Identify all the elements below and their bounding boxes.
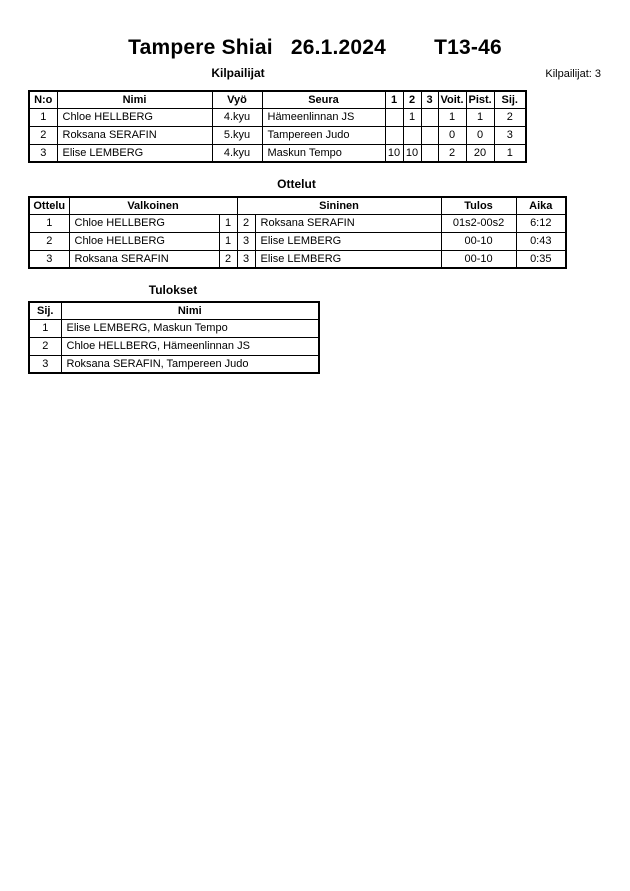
cell-no: 3 — [29, 144, 57, 162]
cell-nimi: Roksana SERAFIN — [57, 126, 212, 144]
kilpailijat-table — [28, 90, 527, 163]
cell-aika: 0:35 — [516, 250, 566, 268]
cell-round-1 — [385, 126, 403, 144]
table-row — [29, 337, 319, 355]
cell-voit: 1 — [438, 108, 466, 126]
cell-sininen-numero: 2 — [237, 214, 255, 232]
cell-round-3 — [421, 108, 438, 126]
cell-nimi: Roksana SERAFIN, Tampereen Judo — [61, 355, 319, 373]
cell-round-3 — [421, 126, 438, 144]
header-no: N:o — [29, 91, 57, 108]
competitors-count: Kilpailijat: 3 — [545, 68, 601, 80]
table-row — [29, 126, 526, 144]
title-event: Tampere Shiai — [128, 36, 273, 59]
header-round-2: 2 — [403, 91, 421, 108]
cell-nimi: Elise LEMBERG — [57, 144, 212, 162]
cell-pist: 20 — [466, 144, 494, 162]
cell-pist: 0 — [466, 126, 494, 144]
cell-sininen: Elise LEMBERG — [255, 250, 441, 268]
cell-tulos: 00-10 — [441, 232, 516, 250]
cell-sij: 2 — [29, 337, 61, 355]
table-row — [29, 319, 319, 337]
header-aika: Aika — [516, 197, 566, 214]
table-row — [29, 355, 319, 373]
header-sininen: Sininen — [237, 197, 441, 214]
cell-round-2: 1 — [403, 108, 421, 126]
title-date: 26.1.2024 — [290, 36, 387, 59]
table-row — [29, 250, 566, 268]
header-tulos: Tulos — [441, 197, 516, 214]
cell-vyo: 4.kyu — [212, 108, 262, 126]
cell-round-3 — [421, 144, 438, 162]
cell-voit: 0 — [438, 126, 466, 144]
header-sij: Sij. — [29, 302, 61, 319]
header-sij: Sij. — [494, 91, 526, 108]
cell-no: 1 — [29, 108, 57, 126]
section-title-kilpailijat: Kilpailijat — [211, 66, 265, 80]
title-category: T13-46 — [434, 36, 502, 59]
cell-round-1: 10 — [385, 144, 403, 162]
cell-vyo: 4.kyu — [212, 144, 262, 162]
cell-sij: 3 — [29, 355, 61, 373]
header-pist: Pist. — [466, 91, 494, 108]
table-header-row — [29, 197, 566, 214]
cell-aika: 0:43 — [516, 232, 566, 250]
header-nimi: Nimi — [57, 91, 212, 108]
table-header-row — [29, 91, 526, 108]
header-voit: Voit. — [438, 91, 466, 108]
cell-no: 2 — [29, 126, 57, 144]
cell-sininen: Roksana SERAFIN — [255, 214, 441, 232]
cell-nimi: Chloe HELLBERG, Hämeenlinnan JS — [61, 337, 319, 355]
cell-sininen: Elise LEMBERG — [255, 232, 441, 250]
cell-aika: 6:12 — [516, 214, 566, 232]
cell-valkoinen-numero: 2 — [219, 250, 237, 268]
cell-vyo: 5.kyu — [212, 126, 262, 144]
cell-nimi: Elise LEMBERG, Maskun Tempo — [61, 319, 319, 337]
cell-sininen-numero: 3 — [237, 232, 255, 250]
header-vyo: Vyö — [212, 91, 262, 108]
page-title — [0, 36, 630, 60]
table-header-row — [29, 302, 319, 319]
cell-sij: 2 — [494, 108, 526, 126]
cell-ottelu: 3 — [29, 250, 69, 268]
table-row — [29, 232, 566, 250]
tulokset-table — [28, 301, 320, 374]
cell-valkoinen: Roksana SERAFIN — [69, 250, 219, 268]
cell-seura: Tampereen Judo — [262, 126, 385, 144]
header-nimi: Nimi — [61, 302, 319, 319]
ottelut-table — [28, 196, 567, 269]
cell-round-2 — [403, 126, 421, 144]
cell-valkoinen: Chloe HELLBERG — [69, 214, 219, 232]
cell-valkoinen-numero: 1 — [219, 232, 237, 250]
cell-nimi: Chloe HELLBERG — [57, 108, 212, 126]
cell-ottelu: 2 — [29, 232, 69, 250]
header-round-3: 3 — [421, 91, 438, 108]
cell-sininen-numero: 3 — [237, 250, 255, 268]
table-row — [29, 214, 566, 232]
header-round-1: 1 — [385, 91, 403, 108]
cell-round-1 — [385, 108, 403, 126]
table-row — [29, 144, 526, 162]
cell-sij: 1 — [494, 144, 526, 162]
cell-sij: 3 — [494, 126, 526, 144]
header-valkoinen: Valkoinen — [69, 197, 237, 214]
section-title-ottelut: Ottelut — [277, 177, 316, 191]
header-ottelu: Ottelu — [29, 197, 69, 214]
cell-tulos: 01s2-00s2 — [441, 214, 516, 232]
cell-ottelu: 1 — [29, 214, 69, 232]
section-title-tulokset: Tulokset — [148, 283, 198, 297]
cell-voit: 2 — [438, 144, 466, 162]
table-row — [29, 108, 526, 126]
cell-round-2: 10 — [403, 144, 421, 162]
header-seura: Seura — [262, 91, 385, 108]
cell-valkoinen: Chloe HELLBERG — [69, 232, 219, 250]
cell-sij: 1 — [29, 319, 61, 337]
cell-valkoinen-numero: 1 — [219, 214, 237, 232]
cell-pist: 1 — [466, 108, 494, 126]
cell-tulos: 00-10 — [441, 250, 516, 268]
cell-seura: Maskun Tempo — [262, 144, 385, 162]
cell-seura: Hämeenlinnan JS — [262, 108, 385, 126]
